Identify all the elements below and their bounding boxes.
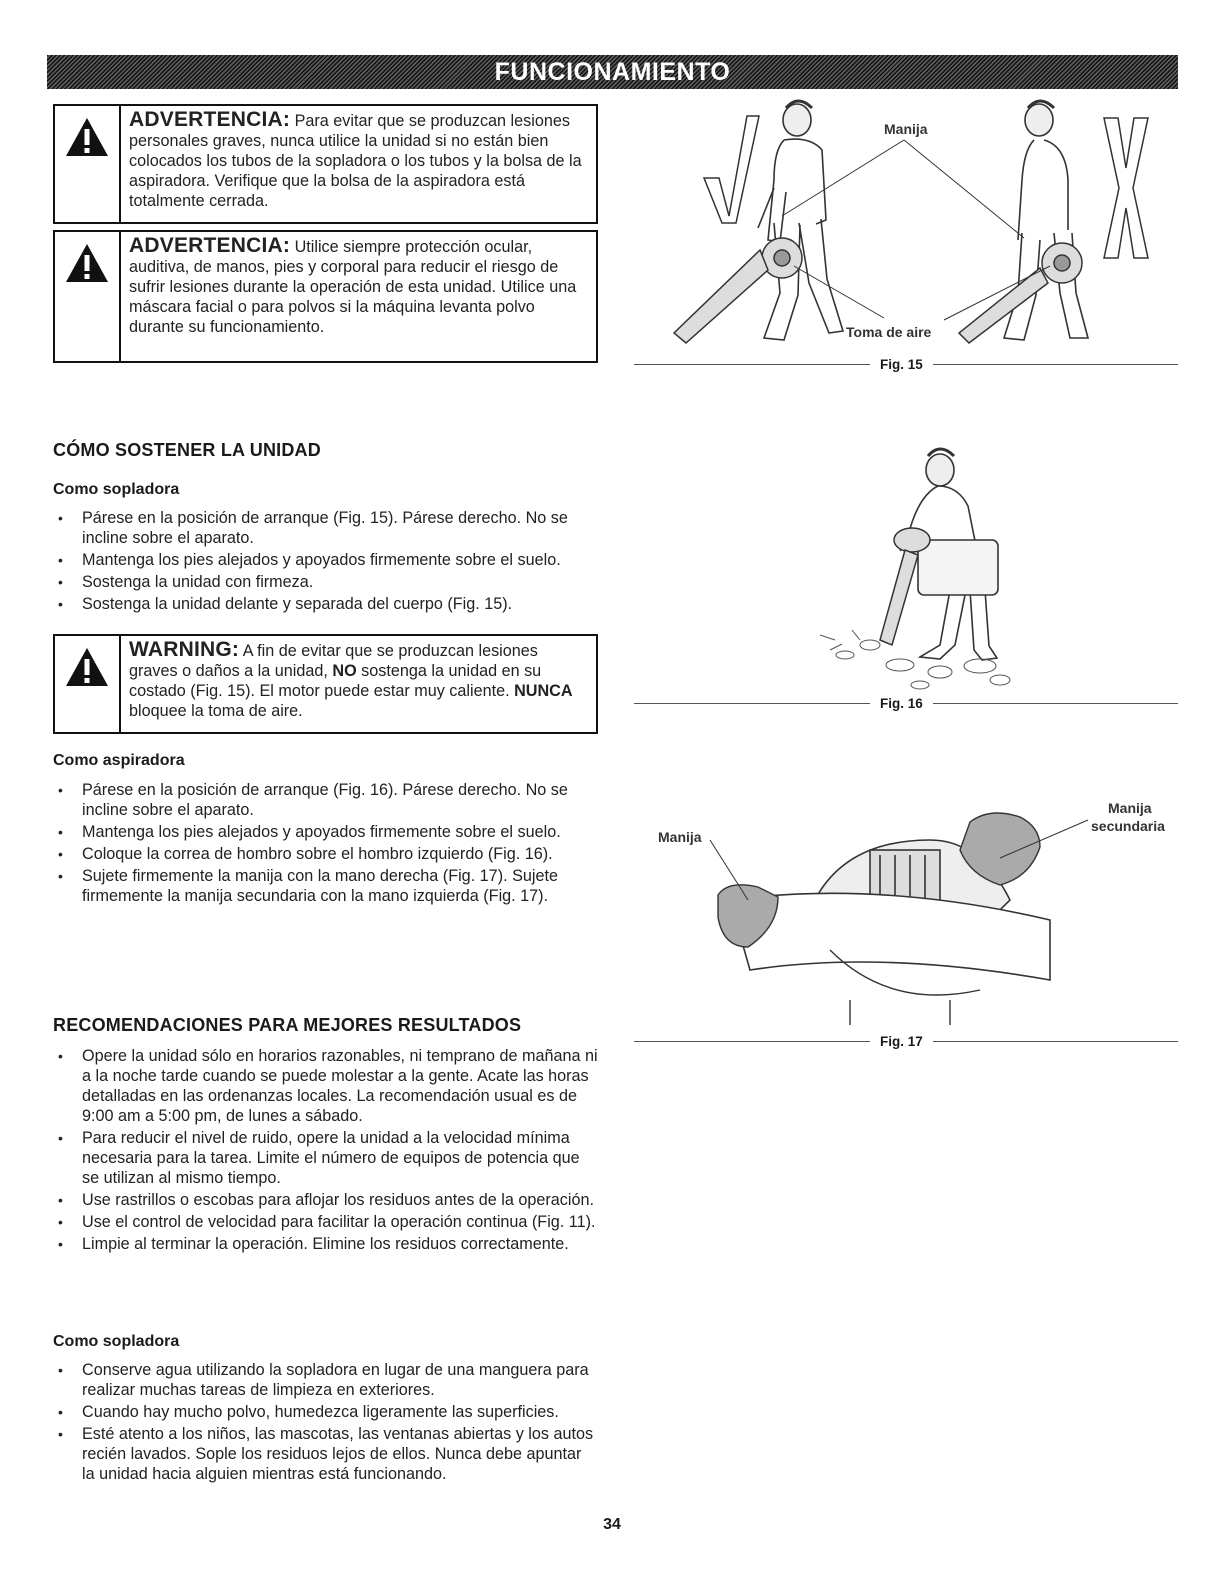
warning-box-eye-protection-tubes	[53, 104, 598, 224]
warning-box-side	[53, 634, 598, 734]
warning-emphasis: NO	[332, 662, 357, 680]
warning-keyword: ADVERTENCIA:	[129, 108, 291, 131]
warning-text: Para evitar que se produzcan lesiones personales graves, nunca utilice la unidad si no están bien colocados los tubos de la sopladora o los tubos y la bolsa de la aspiradora. Verifique que la bolsa de la aspiradora está totalmente cerrada.	[129, 112, 582, 210]
vacuum-holding-list	[53, 780, 598, 908]
list-item: • Coloque la correa de hombro sobre el hombro izquierdo (Fig. 16).	[53, 844, 598, 864]
list-item: • Sostenga la unidad delante y separada del cuerpo (Fig. 15).	[53, 594, 598, 614]
warning-emphasis: NUNCA	[514, 682, 573, 700]
warning-triangle-icon	[64, 116, 110, 158]
warning-box-protection	[53, 230, 598, 363]
blower-subtitle: Como sopladora	[53, 481, 180, 498]
section-title: FUNCIONAMIENTO	[494, 57, 731, 86]
list-item: • Limpie al terminar la operación. Elimine los residuos correctamente.	[53, 1234, 598, 1254]
warning-keyword: WARNING:	[129, 638, 240, 661]
fig-caption-text: Fig. 16	[880, 695, 923, 711]
list-item: • Esté atento a los niños, las mascotas, las ventanas abiertas y los autos recién lavados. Sople los residuos lejos de ellos. Nunca debe apuntar la unidad hacia alguien mientras está funcionando.	[53, 1424, 598, 1484]
warning-text: bloquee la toma de aire.	[129, 702, 303, 720]
list-item: • Use rastrillos o escobas para aflojar los residuos antes de la operación.	[53, 1190, 598, 1210]
fig-caption-text: Fig. 15	[880, 356, 923, 372]
fig17-illustration	[700, 800, 1100, 1030]
warning-triangle-icon	[64, 646, 110, 688]
blower-tips-subtitle: Como sopladora	[53, 1333, 180, 1350]
list-item: • Sujete firmemente la manija con la mano derecha (Fig. 17). Sujete firmemente la manija secundaria con la mano izquierda (Fig. 17).	[53, 866, 598, 906]
fig17-caption	[634, 1034, 1178, 1048]
list-item: • Sostenga la unidad con firmeza.	[53, 572, 598, 592]
list-item: • Párese en la posición de arranque (Fig. 15). Párese derecho. No se incline sobre el aparato.	[53, 508, 598, 548]
fig17-secondary-handle-label-2: secundaria	[1091, 818, 1165, 834]
fig15-intake-label: Toma de aire	[846, 324, 932, 340]
warning-text: sostenga la unidad en su costado (Fig. 15). El motor puede estar muy caliente.	[129, 662, 542, 700]
list-item: • Mantenga los pies alejados y apoyados firmemente sobre el suelo.	[53, 822, 598, 842]
fig17-secondary-handle-label-1: Manija	[1108, 800, 1152, 816]
fig16-illustration	[800, 440, 1020, 695]
warning-text: Utilice siempre protección ocular, auditiva, de manos, pies y corporal para reducir el riesgo de sufrir lesiones durante la operación de esta unidad. Utilice una máscara facial o para polvos si la máquina levanta polvo durante su funcionamiento.	[129, 238, 577, 336]
list-item: • Párese en la posición de arranque (Fig. 16). Párese derecho. No se incline sobre el aparato.	[53, 780, 598, 820]
blower-tips-list	[53, 1360, 598, 1486]
recommendations-title: RECOMENDACIONES PARA MEJORES RESULTADOS	[53, 1015, 522, 1035]
fig15-handle-label: Manija	[884, 121, 928, 137]
person-correct-posture	[758, 101, 843, 340]
list-item: • Conserve agua utilizando la sopladora en lugar de una manguera para realizar muchas tareas de limpieza en exteriores.	[53, 1360, 598, 1400]
x-mark-icon	[1104, 118, 1148, 258]
list-item: • Opere la unidad sólo en horarios razonables, ni temprano de mañana ni a la noche tarde cuando se puede molestar a la gente. Acate las horas detalladas en las ordenanzas locales. La recomendación usual es de 9:00 am a 5:00 pm, de lunes a sábado.	[53, 1046, 598, 1126]
section-header	[47, 55, 1178, 89]
fig-caption-text: Fig. 17	[880, 1033, 923, 1049]
leaves-debris	[820, 630, 1010, 689]
holding-section-title: CÓMO SOSTENER LA UNIDAD	[53, 440, 321, 460]
recommendations-list	[53, 1046, 598, 1256]
page-number: 34	[603, 1516, 621, 1533]
vacuum-bag	[918, 540, 998, 595]
fig17-handle-label: Manija	[658, 829, 702, 845]
fig15-caption	[634, 357, 1178, 371]
list-item: • Mantenga los pies alejados y apoyados firmemente sobre el suelo.	[53, 550, 598, 570]
list-item: • Cuando hay mucho polvo, humedezca ligeramente las superficies.	[53, 1402, 598, 1422]
list-item: • Use el control de velocidad para facilitar la operación continua (Fig. 11).	[53, 1212, 598, 1232]
warning-text: A fin de evitar que se produzcan lesiones graves o daños a la unidad,	[129, 642, 538, 680]
vacuum-subtitle: Como aspiradora	[53, 752, 185, 769]
list-item: • Para reducir el nivel de ruido, opere la unidad a la velocidad mínima necesaria para la tarea. Limite el número de equipos de potencia que se utilizan al mismo tiempo.	[53, 1128, 598, 1188]
fig16-caption	[634, 696, 1178, 710]
warning-triangle-icon	[64, 242, 110, 284]
blower-left	[674, 238, 802, 343]
warning-keyword: ADVERTENCIA:	[129, 234, 291, 257]
blower-holding-list	[53, 508, 598, 616]
checkmark-icon	[704, 116, 759, 223]
